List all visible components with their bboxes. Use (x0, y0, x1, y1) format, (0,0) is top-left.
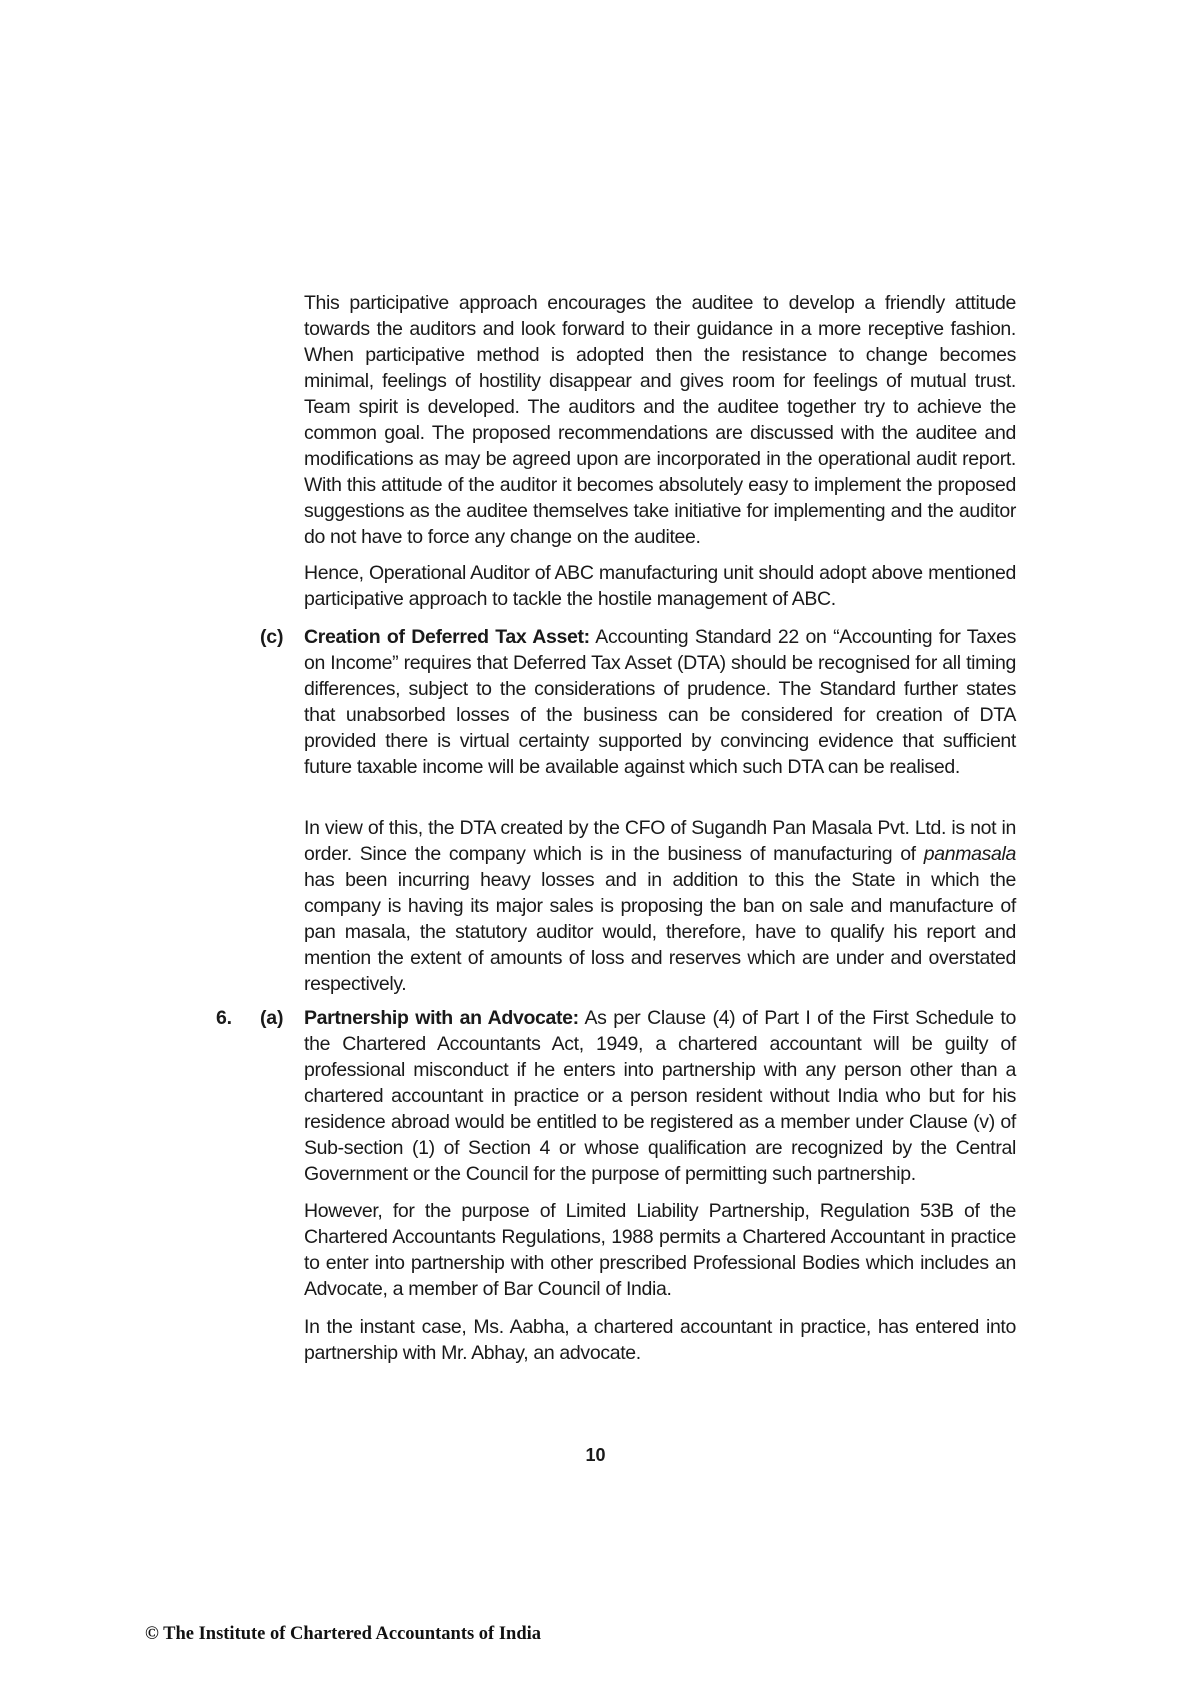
text-dta-conclusion-part-1: In view of this, the DTA created by the CFO of Sugandh Pan Masala Pvt. Ltd. is not in order. Since the company which is in the business of manufacturing of (304, 817, 1016, 865)
italic-term-panmasala: panmasala (923, 843, 1016, 865)
footer-copyright: © The Institute of Chartered Accountants of India (145, 1624, 542, 1644)
paragraph-limited-liability-partnership: However, for the purpose of Limited Liability Partnership, Regulation 53B of the Chartered Accountants Regulations, 1988 permits a Chartered Accountant in practice to enter into partnership with other prescribed Professional Bodies which includes an Advocate, a member of Bar Council of India. (304, 1200, 1016, 1300)
heading-partnership-advocate: Partnership with an Advocate: (304, 1007, 579, 1029)
text-partnership-advocate: As per Clause (4) of Part I of the First Schedule to the Chartered Accountants Act, 1949, a chartered accountant will be guilty of professional misconduct if he enters into partnership with any person other than a chartered accountant in practice or a person resident without India who but for his residence abroad would be entitled to be registered as a member under Clause (v) of Sub-section (1) of Section 4 or whose qualification are recognized by the Central Government or the Council for the purpose of permitting such partnership. (304, 1007, 1016, 1185)
paragraph-dta-conclusion (304, 815, 1016, 997)
paragraph-operational-auditor-conclusion: Hence, Operational Auditor of ABC manufacturing unit should adopt above mentioned participative approach to tackle the hostile management of ABC. (304, 562, 1016, 610)
heading-deferred-tax-asset: Creation of Deferred Tax Asset: (304, 626, 590, 648)
item-label-c: (c) (260, 626, 284, 648)
question-number-6: 6. (216, 1007, 232, 1029)
paragraph-deferred-tax-asset (304, 624, 1016, 780)
paragraph-participative-approach: This participative approach encourages the auditee to develop a friendly attitude towards the auditors and look forward to their guidance in a more receptive fashion. When participative method is adopted then the resistance to change becomes minimal, feelings of hostility disappear and gives room for feelings of mutual trust. Team spirit is developed. The auditors and the auditee together try to achieve the common goal. The proposed recommendations are discussed with the auditee and modifications as may be agreed upon are incorporated in the operational audit report. With this attitude of the auditor it becomes absolutely easy to implement the proposed suggestions as the auditee themselves take initiative for implementing and the auditor do not have to force any change on the auditee. (304, 292, 1016, 548)
paragraph-partnership-advocate (304, 1005, 1016, 1187)
text-dta-conclusion-part-2: has been incurring heavy losses and in addition to this the State in which the company is having its major sales is proposing the ban on sale and manufacture of pan masala, the statutory auditor would, therefore, have to qualify his report and mention the extent of amounts of loss and reserves which are under and overstated respectively. (304, 869, 1016, 995)
paragraph-instant-case: In the instant case, Ms. Aabha, a chartered accountant in practice, has entered into partnership with Mr. Abhay, an advocate. (304, 1316, 1016, 1364)
text-deferred-tax-asset: Accounting Standard 22 on “Accounting for Taxes on Income” requires that Deferred Tax Asset (DTA) should be recognised for all timing differences, subject to the considerations of prudence. The Standard further states that unabsorbed losses of the business can be considered for creation of DTA provided there is virtual certainty supported by convincing evidence that sufficient future taxable income will be available against which such DTA can be realised. (304, 626, 1016, 778)
page-number: 10 (585, 1445, 606, 1465)
item-label-a: (a) (260, 1007, 284, 1029)
